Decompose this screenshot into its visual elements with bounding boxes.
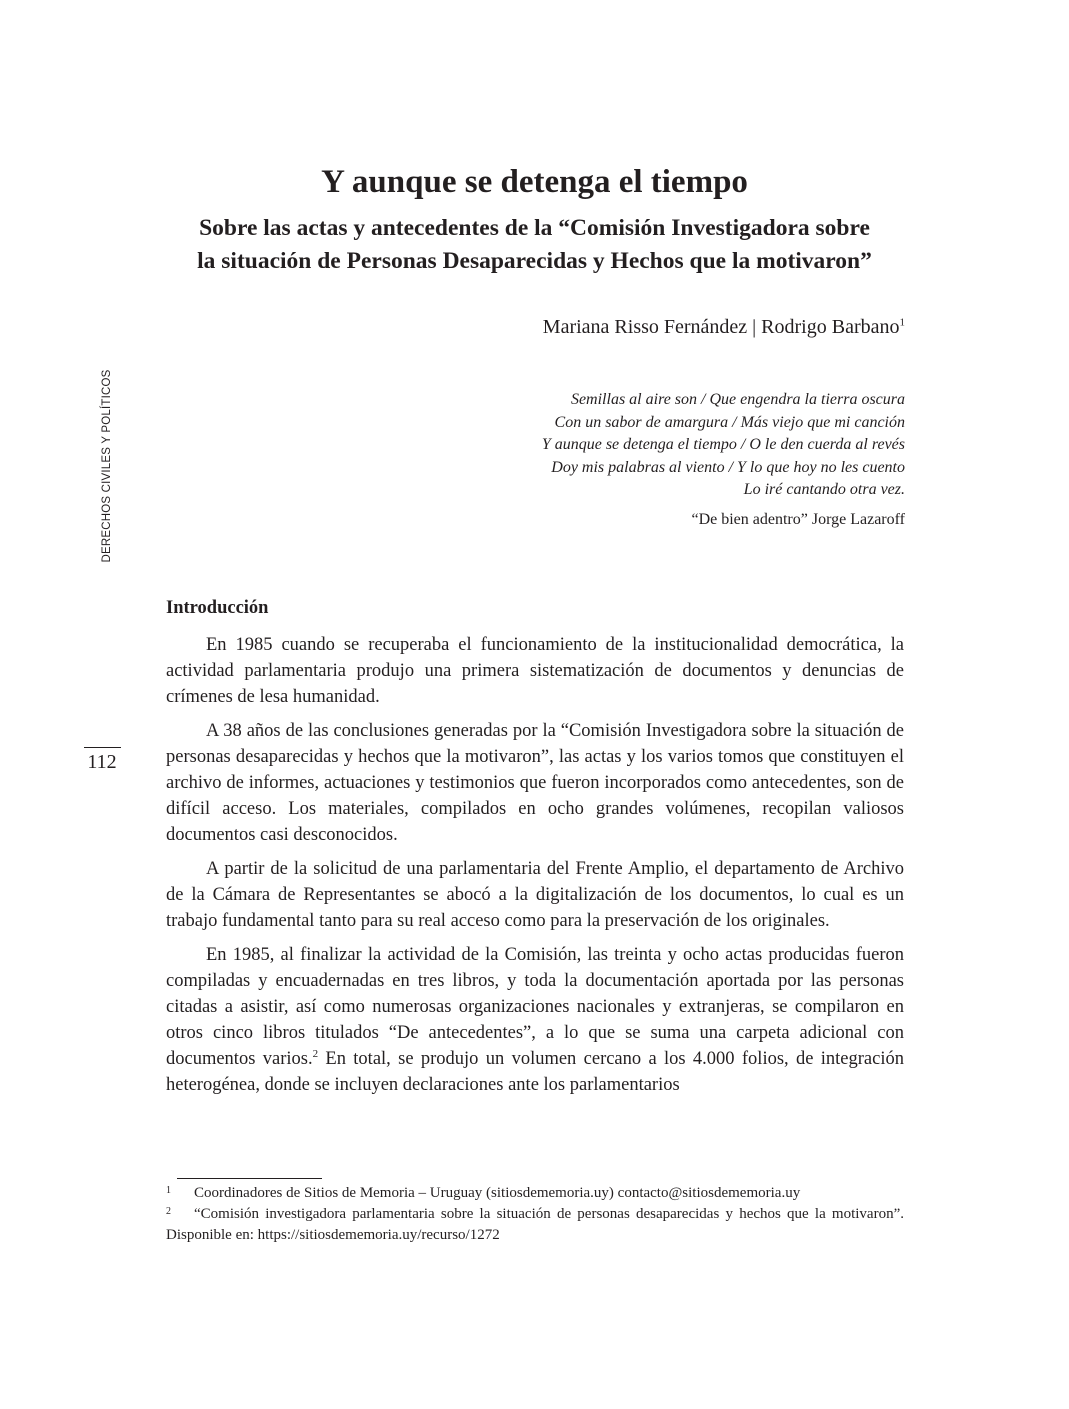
page-number-rule [84, 747, 121, 748]
footnotes [166, 1183, 904, 1246]
paragraph: En 1985 cuando se recuperaba el funcionamiento de la institucionalidad democrática, la actividad parlamentaria produjo una primera sistematización de documentos y denuncias de crímenes de lesa humanidad. [166, 635, 904, 707]
paragraph-text: En total, se produjo un volumen cercano a los 4.000 folios, de integración heterogénea, donde se incluyen declaraciones ante los parlamentarios [166, 1049, 904, 1095]
body-text [166, 632, 904, 1106]
footnote-mark: 1 [166, 1185, 171, 1196]
paragraph: A 38 años de las conclusiones generadas por la “Comisión Investigadora sobre la situación de personas desaparecidas y hechos que la motivaron”, las actas y los varios tomos que constituyen el archivo de informes, actuaciones y testimonios que fueron incorporados como antecedentes, son de difícil acceso. Los materiales, compilados en ocho grandes volúmenes, recopilan valiosos documentos casi desconocidos. [166, 721, 904, 845]
footnote [166, 1204, 904, 1246]
paragraph-text: En 1985, al finalizar la actividad de la Comisión, las treinta y ocho actas producidas fueron compiladas y encuadernadas en tres libros, y toda la documentación aportada por las personas citadas a asistir, así como numerosas organizaciones nacionales y extranjeras, se compilaron en otros cinco libros titulados “De antecedentes”, a lo que se suma una carpeta adicional con documentos varios. [166, 945, 904, 1069]
footnote-ref-2: 2 [312, 1047, 319, 1060]
epigraph-line: Semillas al aire son / Que engendra la tierra oscura [570, 391, 905, 408]
section-side-label: DERECHOS CIVILES Y POLÍTICOS [101, 369, 113, 563]
epigraph-line: Lo iré cantando otra vez. [743, 481, 905, 498]
subtitle-line: Sobre las actas y antecedentes de la “Comisión Investigadora sobre [199, 215, 870, 241]
paragraph: A partir de la solicitud de una parlamentaria del Frente Amplio, el departamento de Archivo de la Cámara de Representantes se abocó a la digitalización de los documentos, lo cual es un trabajo fundamental tanto para su real acceso como para la preservación de los originales. [166, 859, 904, 931]
authors-names: Mariana Risso Fernández | Rodrigo Barbano [542, 316, 900, 338]
article-title: Y aunque se detenga el tiempo [321, 164, 748, 200]
page-number: 112 [87, 751, 117, 773]
footnote-separator [177, 1178, 322, 1179]
epigraph-line: Con un sabor de amargura / Más viejo que mi canción [554, 413, 905, 431]
epigraph [405, 389, 905, 502]
epigraph-credit: “De bien adentro” Jorge Lazaroff [691, 511, 905, 528]
article-subtitle [0, 212, 1069, 278]
footnote-ref-1: 1 [899, 316, 905, 329]
section-heading: Introducción [166, 598, 269, 618]
subtitle-line: la situación de Personas Desaparecidas y Hechos que la motivaron” [197, 248, 872, 274]
footnote-mark: 2 [166, 1206, 171, 1217]
paragraph [166, 942, 904, 1098]
footnote-text: “Comisión investigadora parlamentaria sobre la situación de personas desaparecidas y hechos que la motivaron”. Disponible en: https://sitiosdememoria.uy/recurso/1272 [166, 1206, 904, 1243]
author-line [543, 313, 905, 341]
footnote [166, 1183, 904, 1204]
epigraph-line: Y aunque se detenga el tiempo / O le den cuerda al revés [541, 436, 905, 453]
epigraph-line: Doy mis palabras al viento / Y lo que hoy no les cuento [551, 458, 905, 476]
footnote-text: Coordinadores de Sitios de Memoria – Uruguay (sitiosdememoria.uy) contacto@sitiosdememoria.uy [194, 1185, 801, 1201]
